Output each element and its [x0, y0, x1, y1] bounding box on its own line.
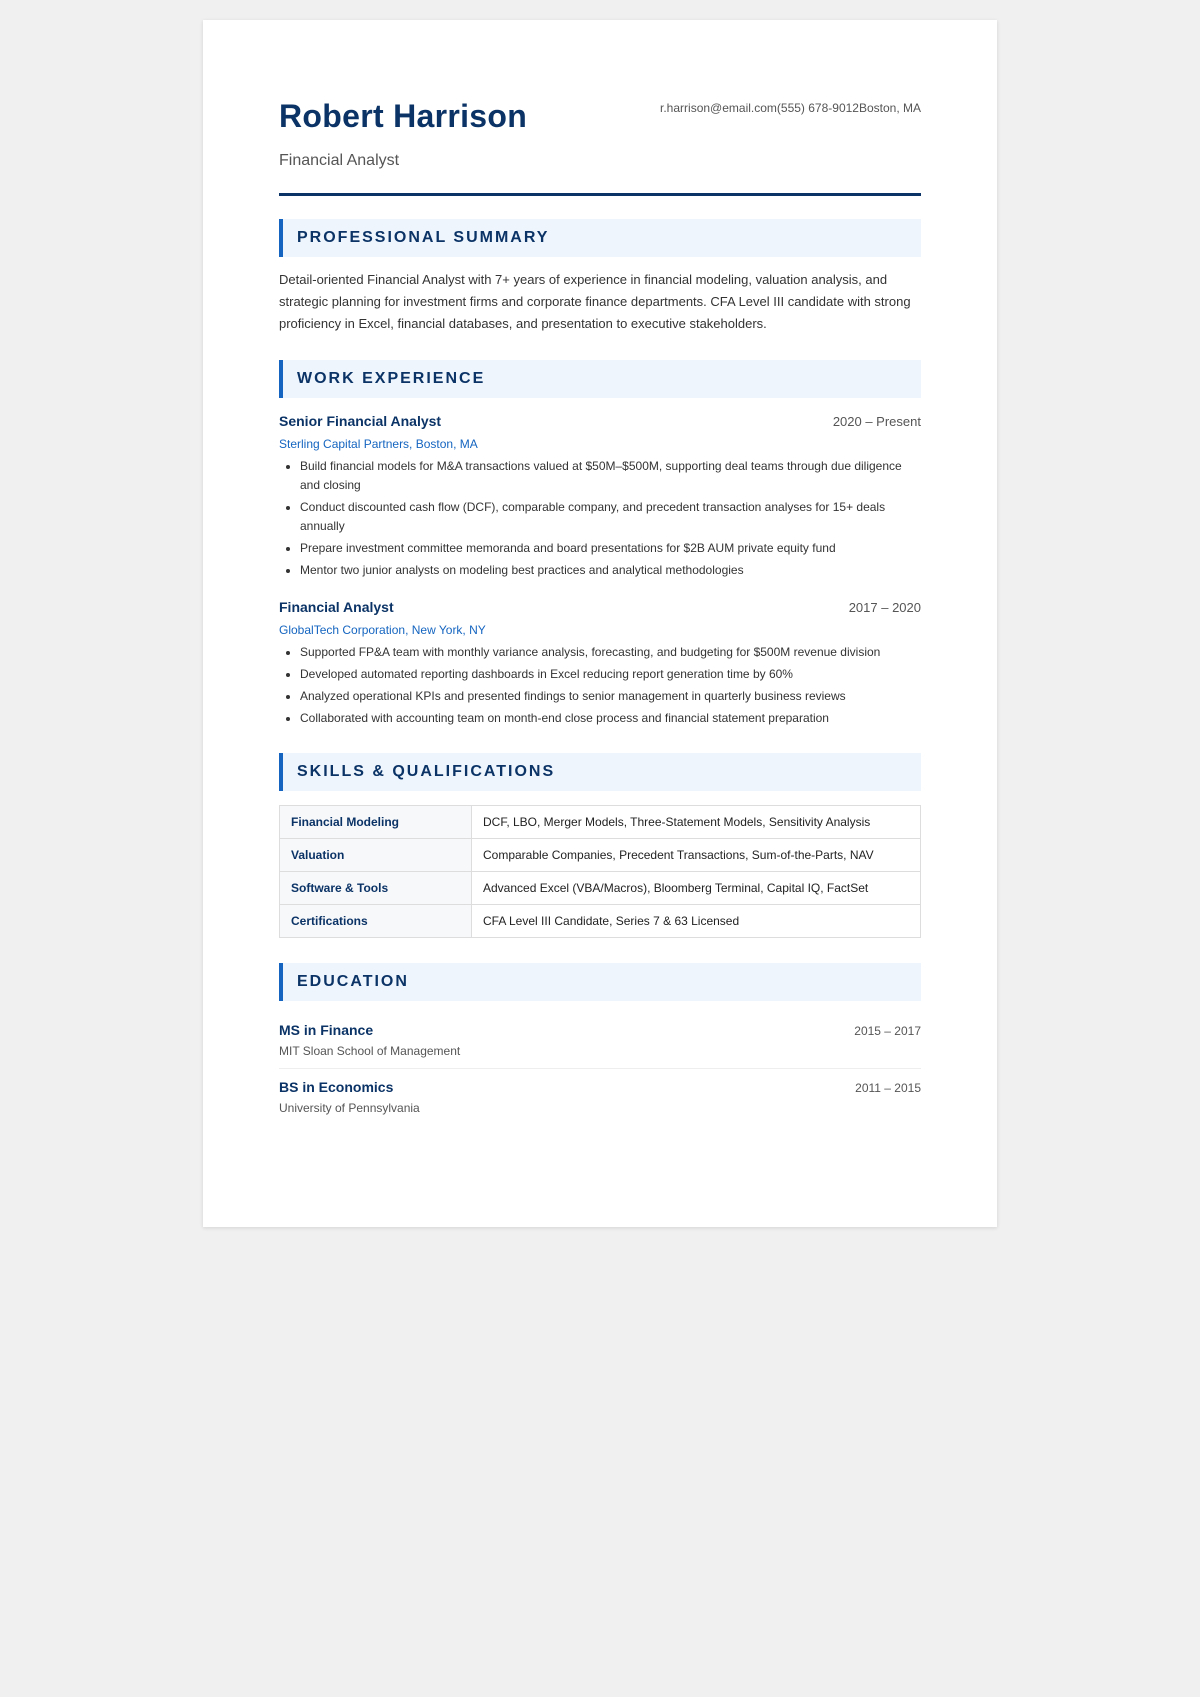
education-heading: EDUCATION	[279, 963, 921, 1001]
contact-location: Boston, MA	[858, 101, 921, 115]
job-dates: 2020 – Present	[832, 414, 921, 429]
experience-heading: WORK EXPERIENCE	[279, 360, 921, 398]
education-dates: 2011 – 2015	[855, 1081, 921, 1095]
education-entry	[279, 1069, 921, 1125]
table-row	[280, 905, 921, 938]
job-bullet: • Developed automated reporting dashboards in Excel reducing report generation time by 60%	[300, 665, 921, 684]
job-bullet: • Mentor two junior analysts on modeling best practices and analytical methodologies	[300, 561, 921, 580]
job-bullets	[279, 643, 921, 728]
table-row	[280, 806, 921, 839]
table-row	[280, 872, 921, 905]
skills-heading: SKILLS & QUALIFICATIONS	[279, 753, 921, 791]
job-bullets	[279, 457, 921, 580]
skills-table	[279, 805, 921, 938]
job-bullet: • Build financial models for M&A transactions valued at $50M–$500M, supporting deal teams through due diligence and closing	[300, 457, 921, 495]
job-bullet: • Conduct discounted cash flow (DCF), comparable company, and precedent transaction analyses for 15+ deals annually	[300, 498, 921, 536]
skill-value: Comparable Companies, Precedent Transactions, Sum-of-the-Parts, NAV	[472, 839, 921, 872]
job-company: GlobalTech Corporation, New York, NY	[279, 623, 486, 637]
job-entry	[279, 599, 921, 728]
summary-text: Detail-oriented Financial Analyst with 7+ years of experience in financial modeling, valuation analysis, and strategic planning for investment firms and corporate finance departments. CFA Level III candidate with strong proficiency in Excel, financial databases, and presentation to executive stakeholders.	[279, 272, 911, 331]
resume-header	[279, 20, 921, 196]
skill-category: Financial Modeling	[280, 806, 472, 839]
job-bullet: • Analyzed operational KPIs and presented findings to senior management in quarterly business reviews	[300, 687, 921, 706]
job-bullet: • Collaborated with accounting team on month-end close process and financial statement preparation	[300, 709, 921, 728]
job-title: Senior Financial Analyst	[279, 413, 442, 429]
candidate-name: Robert Harrison	[279, 98, 528, 134]
skill-value: DCF, LBO, Merger Models, Three-Statement Models, Sensitivity Analysis	[472, 806, 921, 839]
summary-heading: PROFESSIONAL SUMMARY	[279, 219, 921, 257]
table-row	[280, 839, 921, 872]
education-header	[279, 1079, 921, 1095]
degree-name: BS in Economics	[279, 1079, 394, 1095]
skill-value: Advanced Excel (VBA/Macros), Bloomberg Terminal, Capital IQ, FactSet	[472, 872, 921, 905]
school-name: MIT Sloan School of Management	[279, 1044, 461, 1058]
skill-value: CFA Level III Candidate, Series 7 & 63 Licensed	[472, 905, 921, 938]
school-name: University of Pennsylvania	[279, 1101, 420, 1115]
contact-email: r.harrison@email.com	[660, 101, 777, 115]
resume-page	[203, 20, 997, 1227]
job-entry	[279, 413, 921, 580]
contact-info	[660, 101, 921, 115]
education-header	[279, 1022, 921, 1038]
job-header	[279, 413, 921, 429]
skill-category: Certifications	[280, 905, 472, 938]
job-company: Sterling Capital Partners, Boston, MA	[279, 437, 478, 451]
education-entry	[279, 1001, 921, 1069]
contact-phone: (555) 678-9012	[776, 101, 859, 115]
job-bullet: • Supported FP&A team with monthly variance analysis, forecasting, and budgeting for $500M revenue division	[300, 643, 921, 662]
degree-name: MS in Finance	[279, 1022, 374, 1038]
job-header	[279, 599, 921, 615]
job-title: Financial Analyst	[279, 599, 394, 615]
education-dates: 2015 – 2017	[854, 1024, 921, 1038]
candidate-title: Financial Analyst	[279, 152, 400, 169]
job-bullet: • Prepare investment committee memoranda and board presentations for $2B AUM private equity fund	[300, 539, 921, 558]
skill-category: Valuation	[280, 839, 472, 872]
skill-category: Software & Tools	[280, 872, 472, 905]
job-dates: 2017 – 2020	[848, 600, 921, 615]
